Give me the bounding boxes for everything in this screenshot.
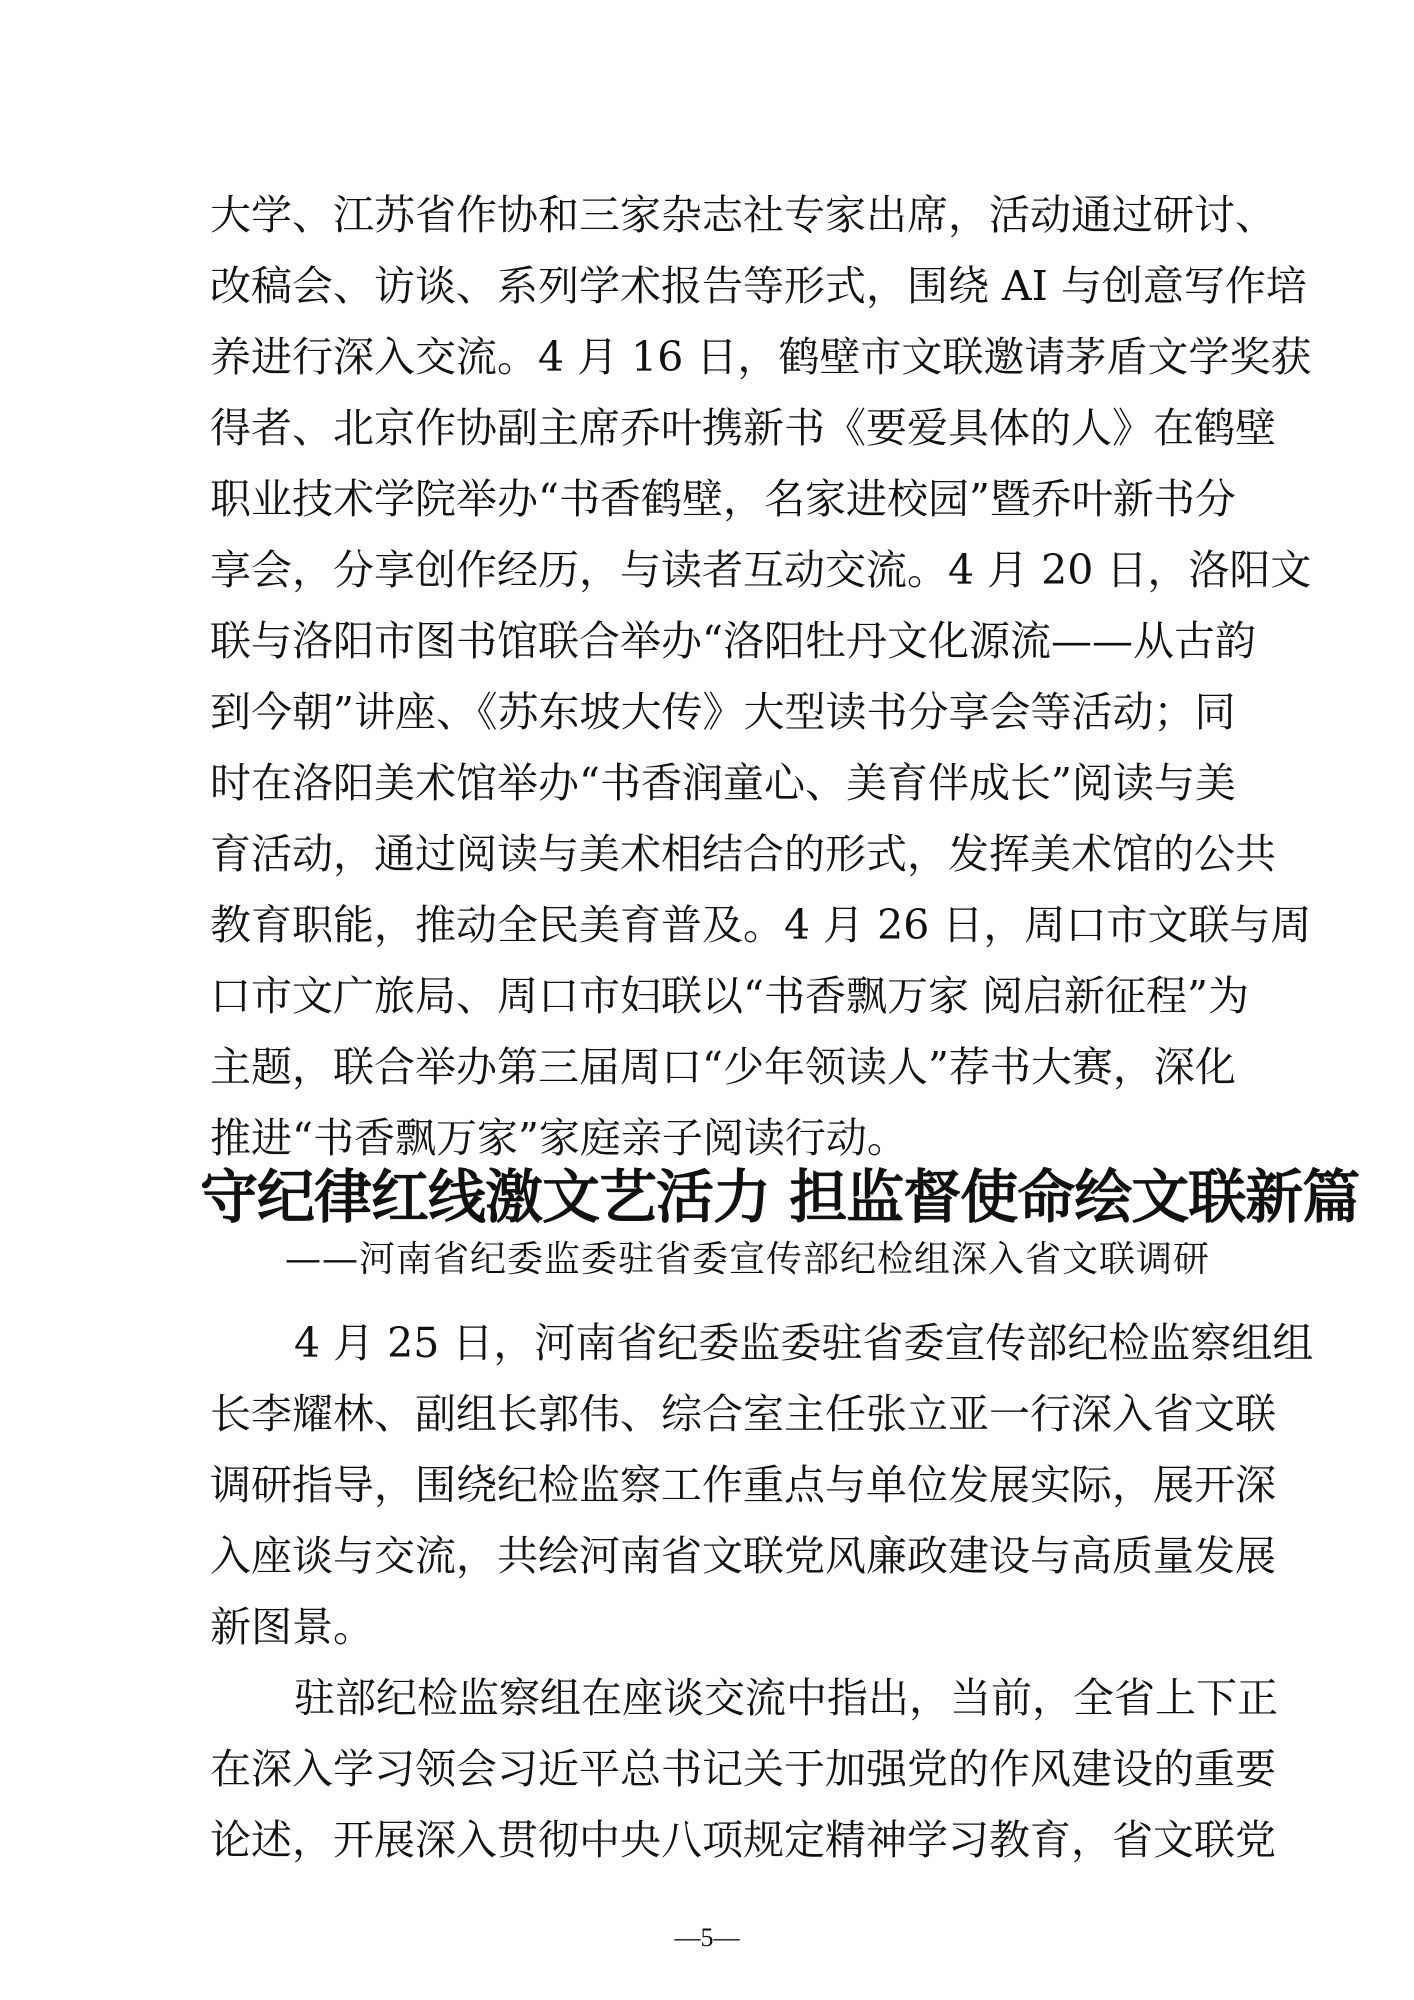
text-line: 到今朝”讲座、《苏东坡大传》大型读书分享会等活动；同 [210,688,1236,736]
text-line: 教育职能，推动全民美育普及。4 月 26 日，周口市文联与周 [210,901,1312,949]
text-line: 口市文广旅局、周口市妇联以“书香飘万家 阅启新征程”为 [210,972,1249,1020]
text-line: 驻部纪检监察组在座谈交流中指出，当前，全省上下正 [294,1674,1278,1722]
text-line: 得者、北京作协副主席乔叶携新书《要爱具体的人》在鹤壁 [210,404,1276,452]
text-line: 新图景。 [210,1603,374,1651]
text-line: 论述，开展深入贯彻中央八项规定精神学习教育，省文联党 [210,1816,1276,1864]
text-line: 主题，联合举办第三届周口“少年领读人”荐书大赛，深化 [210,1043,1236,1091]
text-line: 长李耀林、副组长郭伟、综合室主任张立亚一行深入省文联 [210,1390,1276,1438]
text-line: 改稿会、访谈、系列学术报告等形式，围绕 AI 与创意写作培 [210,262,1307,310]
text-line: 享会，分享创作经历，与读者互动交流。4 月 20 日，洛阳文 [210,546,1312,594]
text-line: 育活动，通过阅读与美术相结合的形式，发挥美术馆的公共 [210,830,1276,878]
article-title: 守纪律红线激文艺活力 担监督使命绘文联新篇 [200,1163,1360,1231]
text-line: 在深入学习领会习近平总书记关于加强党的作风建设的重要 [210,1745,1276,1793]
text-line: 推进“书香飘万家”家庭亲子阅读行动。 [210,1114,908,1162]
page-number: —5— [674,1923,740,1952]
text-line: 职业技术学院举办“书香鹤壁，名家进校园”暨乔叶新书分 [210,475,1236,523]
text-line: 调研指导，围绕纪检监察工作重点与单位发展实际，展开深 [210,1461,1276,1509]
article-subtitle: ——河南省纪委监委驻省委宣传部纪检组深入省文联调研 [284,1239,1210,1280]
text-line: 养进行深入交流。4 月 16 日，鹤壁市文联邀请茅盾文学奖获 [210,333,1312,381]
text-line: 时在洛阳美术馆举办“书香润童心、美育伴成长”阅读与美 [210,759,1236,807]
text-line: 大学、江苏省作协和三家杂志社专家出席，活动通过研讨、 [210,191,1276,239]
text-line: 4 月 25 日，河南省纪委监委驻省委宣传部纪检监察组组 [294,1319,1314,1367]
text-line: 入座谈与交流，共绘河南省文联党风廉政建设与高质量发展 [210,1532,1276,1580]
text-line: 联与洛阳市图书馆联合举办“洛阳牡丹文化源流——从古韵 [210,617,1256,665]
